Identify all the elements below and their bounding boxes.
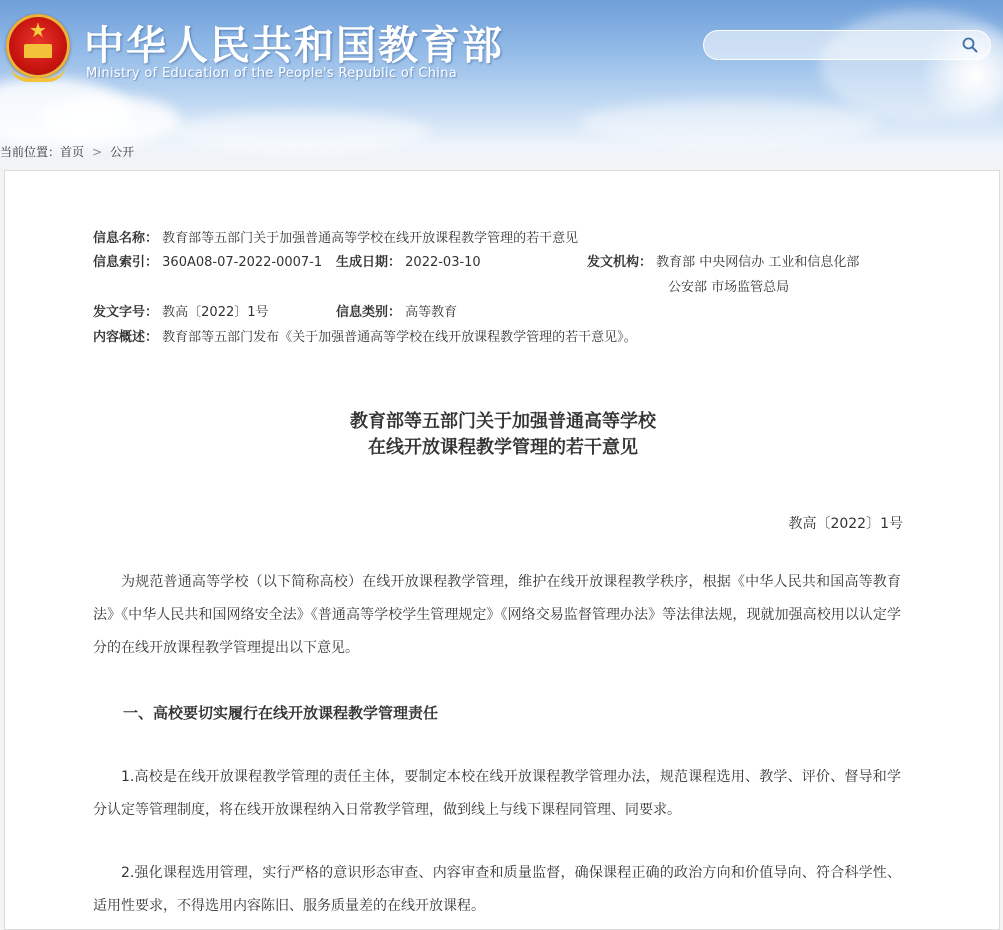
info-docno-row bbox=[93, 301, 269, 320]
search-box bbox=[703, 30, 991, 60]
article-item-1: 1.高校是在线开放课程教学管理的责任主体，要制定本校在线开放课程教学管理办法，规范课程选用、教学、评价、督导和学分认定等管理制度，将在线开放课程纳入日常教学管理，做到线上与线下课程同管理、同要求。 bbox=[93, 769, 901, 818]
site-subtitle: Ministry of Education of the People's Republic of China bbox=[86, 66, 458, 81]
info-name-row bbox=[93, 227, 578, 246]
breadcrumb-separator: > bbox=[92, 145, 103, 159]
national-emblem-icon[interactable] bbox=[6, 14, 70, 78]
header-cloud bbox=[170, 112, 430, 152]
info-index-row bbox=[93, 251, 322, 270]
info-summary-row bbox=[93, 326, 637, 345]
info-name-value: 教育部等五部门关于加强普通高等学校在线开放课程教学管理的若干意见 bbox=[162, 231, 579, 246]
article-title-line-1: 教育部等五部门关于加强普通高等学校 bbox=[350, 411, 656, 432]
info-date-row bbox=[336, 251, 481, 270]
info-date-label: 生成日期： bbox=[336, 255, 402, 270]
site-header bbox=[0, 0, 1003, 170]
info-index-value: 360A08-07-2022-0007-1 bbox=[162, 255, 323, 270]
info-category-value: 高等教育 bbox=[405, 305, 458, 320]
article-doc-number: 教高〔2022〕1号 bbox=[788, 516, 903, 532]
info-category-row bbox=[336, 301, 457, 320]
article-item-2: 2.强化课程选用管理，实行严格的意识形态审查、内容审查和质量监督，确保课程正确的政治方向和价值导向、符合科学性、适用性要求，不得选用内容陈旧、服务质量差的在线开放课程。 bbox=[93, 865, 901, 914]
site-title[interactable]: 中华人民共和国教育部 bbox=[84, 23, 504, 69]
info-date-value: 2022-03-10 bbox=[405, 255, 481, 270]
search-icon[interactable] bbox=[962, 37, 978, 53]
header-cloud bbox=[580, 100, 880, 146]
search-input[interactable] bbox=[718, 35, 952, 57]
star-icon: ★ bbox=[29, 18, 47, 42]
info-org-line2: 公安部 市场监管总局 bbox=[668, 280, 790, 295]
section-heading: 一、高校要切实履行在线开放课程教学管理责任 bbox=[123, 704, 439, 722]
info-category-label: 信息类别： bbox=[336, 305, 402, 320]
info-index-label: 信息索引： bbox=[93, 255, 159, 270]
breadcrumb bbox=[0, 143, 134, 160]
info-docno-value: 教高〔2022〕1号 bbox=[162, 305, 269, 320]
article-title bbox=[5, 409, 1001, 461]
article-title-line-2: 在线开放课程教学管理的若干意见 bbox=[368, 437, 638, 458]
breadcrumb-prefix: 当前位置： bbox=[0, 145, 61, 159]
info-org-label: 发文机构： bbox=[587, 255, 653, 270]
info-org-row-2 bbox=[668, 276, 789, 295]
info-summary-value: 教育部等五部门发布《关于加强普通高等学校在线开放课程教学管理的若干意见》。 bbox=[162, 330, 637, 345]
breadcrumb-public-link[interactable]: 公开 bbox=[110, 145, 135, 159]
breadcrumb-home-link[interactable]: 首页 bbox=[60, 145, 85, 159]
info-name-label: 信息名称： bbox=[93, 231, 159, 246]
info-org-row bbox=[587, 251, 859, 270]
info-docno-label: 发文字号： bbox=[93, 305, 159, 320]
gate-icon bbox=[24, 44, 52, 58]
info-org-line1: 教育部 中央网信办 工业和信息化部 bbox=[656, 255, 860, 270]
info-summary-label: 内容概述： bbox=[93, 330, 159, 345]
header-cloud bbox=[40, 96, 180, 146]
content-panel bbox=[4, 170, 1000, 930]
article-intro-paragraph: 为规范普通高等学校（以下简称高校）在线开放课程教学管理，维护在线开放课程教学秩序，根据《中华人民共和国高等教育法》《中华人民共和国网络安全法》《普通高等学校学生管理规定》《网络交易监督管理办法》等法律法规，现就加强高校用以认定学分的在线开放课程教学管理提出以下意见。 bbox=[93, 574, 901, 656]
